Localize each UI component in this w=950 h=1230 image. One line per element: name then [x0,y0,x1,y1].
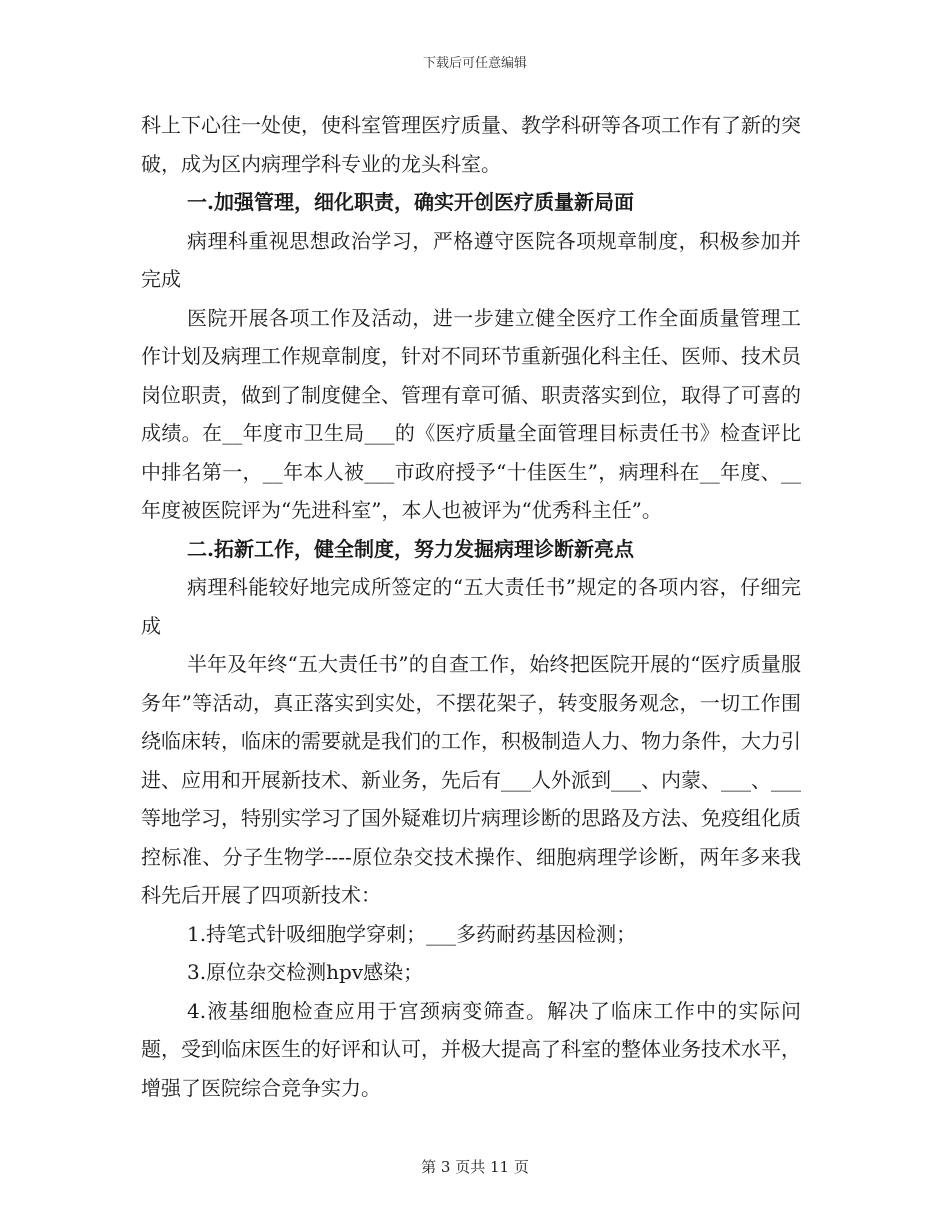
section-heading-1: 一.加强管理，细化职责，确实开创医疗质量新局面 [187,190,634,214]
list-item: 4.液基细胞检查应用于宫颈病变筛查。解决了临床工作中的实际问题，受到临床医生的好评和认可，并极大提高了科室的整体业务技术水平，增强了医院综合竞争实力。 [141,998,801,1100]
page-number-footer: 第 3 页共 11 页 [421,1158,529,1176]
body-paragraph: 半年及年终“五大责任书”的自查工作，始终把医院开展的“医疗质量服务年”等活动，真正落实到实处，不摆花架子，转变服务观念，一切工作围绕临床转，临床的需要就是我们的工作，积极制造人力、物力条件，大力引进、应用和开展新技术、新业务，先后有___人外派到___、内蒙、___、___等地学习，特别实学习了国外疑难切片病理诊断的思路及方法、免疫组化质控标准、分子生物学----原位杂交技术操作、细胞病理学诊断，两年多来我科先后开展了四项新技术： [141,652,801,907]
body-paragraph: 科上下心往一处使，使科室管理医疗质量、教学科研等各项工作有了新的突破，成为区内病理学科专业的龙头科室。 [141,113,801,176]
body-paragraph: 病理科重视思想政治学习，严格遵守医院各项规章制度，积极参加并完成 [141,228,801,291]
body-paragraph: 病理科能较好地完成所签定的“五大责任书”规定的各项内容，仔细完成 [141,575,801,638]
body-paragraph: 医院开展各项工作及活动，进一步建立健全医疗工作全面质量管理工作计划及病理工作规章制度，针对不同环节重新强化科主任、医师、技术员岗位职责，做到了制度健全、管理有章可循、职责落实到位，取得了可喜的成绩。在__年度市卫生局___的《医疗质量全面管理目标责任书》检查评比中排名第一，__年本人被___市政府授予“十佳医生”，病理科在__年度、__年度被医院评为“先进科室”，本人也被评为“优秀科主任”。 [141,305,801,522]
page-header: 下载后可任意编辑 [422,56,527,71]
list-item: 3.原位杂交检测hpv感染； [187,960,424,984]
section-heading-2: 二.拓新工作，健全制度，努力发掘病理诊断新亮点 [187,536,634,561]
document-body [141,106,801,1107]
list-item: 1.持笔式针吸细胞学穿刺；___多药耐药基因检测； [187,921,637,946]
